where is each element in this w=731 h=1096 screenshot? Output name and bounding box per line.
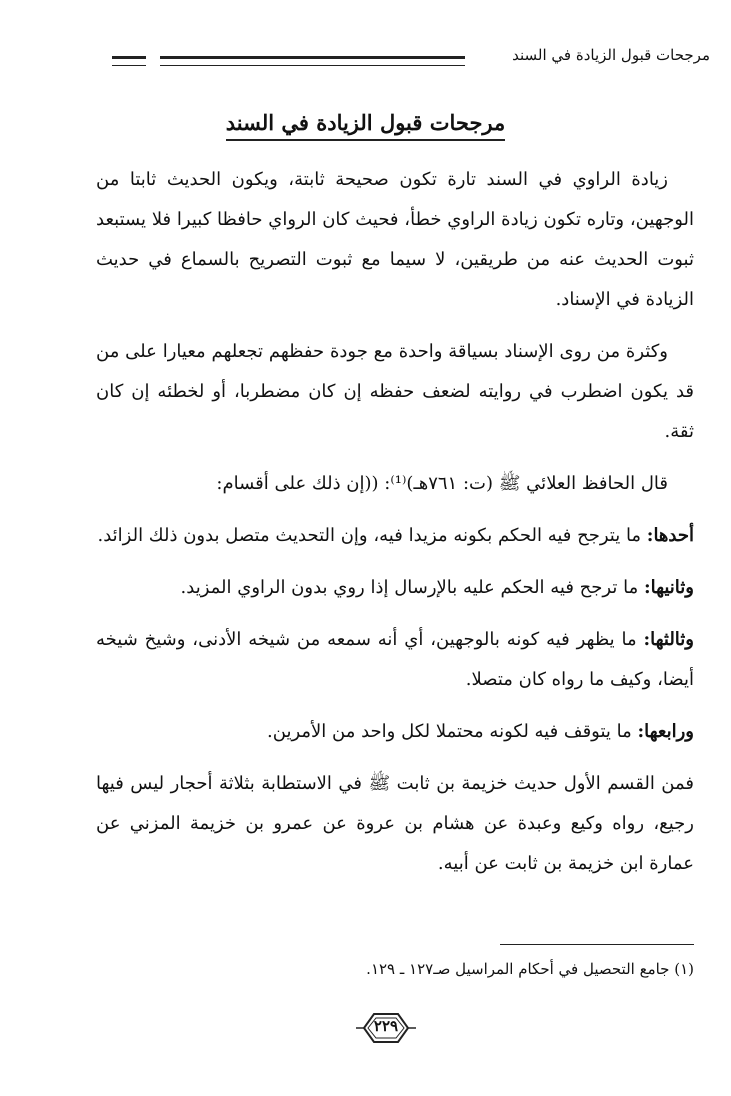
paragraph-lead: وثالثها: — [643, 629, 694, 650]
paragraph-text: زيادة الراوي في السند تارة تكون صحيحة ثابتة، ويكون الحديث ثابتا من الوجهين، وتاره تكون زيادة الراوي خطأ، فحيث كان الرواي حافظا كبيرا فلا يستبعد ثبوت الحديث عنه من طريقين، لا سيما مع ثبوت التصريح بالسماع في حديث الزيادة في الإسناد. — [96, 169, 694, 310]
chapter-title — [0, 110, 731, 135]
paragraph-text: وكثرة من روى الإسناد بسياقة واحدة مع جودة حفظهم تجعلهم معيارا على من قد يكون اضطرب في روايته لضعف حفظه إن كان مضطربا، أو لخطئه إن كان ثقة. — [96, 341, 694, 442]
running-header — [112, 44, 710, 74]
paragraph — [96, 464, 694, 504]
chapter-title-text: مرجحات قبول الزيادة في السند — [226, 110, 506, 141]
footnote: (١) جامع التحصيل في أحكام المراسيل صـ١٢٧ ـ ١٢٩. — [366, 960, 694, 978]
page-number: ٢٢٩ — [373, 1017, 399, 1035]
paragraph-lead: أحدها: — [646, 525, 694, 546]
paragraph-text: ما ترجح فيه الحكم عليه بالإرسال إذا روي بدون الراوي المزيد. — [180, 577, 644, 598]
paragraph — [96, 160, 694, 320]
paragraph-text: ما يتوقف فيه لكونه محتملا لكل واحد من الأمرين. — [267, 721, 638, 742]
paragraph-text: قال الحافظ العلائي ﷺ (ت: ٧٦١هـ)⁽¹⁾: ((إن ذلك على أقسام: — [216, 473, 668, 494]
body-text — [96, 160, 694, 896]
page-number-ornament — [356, 1008, 416, 1048]
paragraph — [96, 712, 694, 752]
paragraph — [96, 516, 694, 556]
paragraph-text: فمن القسم الأول حديث خزيمة بن ثابت ﷺ في الاستطابة بثلاثة أحجار ليس فيها رجيع، رواه وكيع وعبدة عن هشام بن عروة عن عمرو بن خزيمة المزني عن عمارة ابن خزيمة بن ثابت عن أبيه. — [96, 773, 694, 874]
paragraph-lead: ورابعها: — [637, 721, 694, 742]
header-rule-long — [160, 56, 465, 66]
header-rule-short — [112, 56, 146, 66]
paragraph — [96, 764, 694, 884]
paragraph — [96, 620, 694, 700]
running-title: مرجحات قبول الزيادة في السند — [512, 46, 710, 64]
paragraph-text: ما يظهر فيه كونه بالوجهين، أي أنه سمعه من شيخه الأدنى، وشيخ شيخه أيضا، وكيف ما رواه كان متصلا. — [96, 629, 694, 690]
paragraph — [96, 332, 694, 452]
paragraph-text: ما يترجح فيه الحكم بكونه مزيدا فيه، وإن التحديث متصل بدون ذلك الزائد. — [97, 525, 647, 546]
paragraph-lead: وثانيها: — [643, 577, 694, 598]
footnote-rule — [500, 944, 694, 945]
paragraph — [96, 568, 694, 608]
